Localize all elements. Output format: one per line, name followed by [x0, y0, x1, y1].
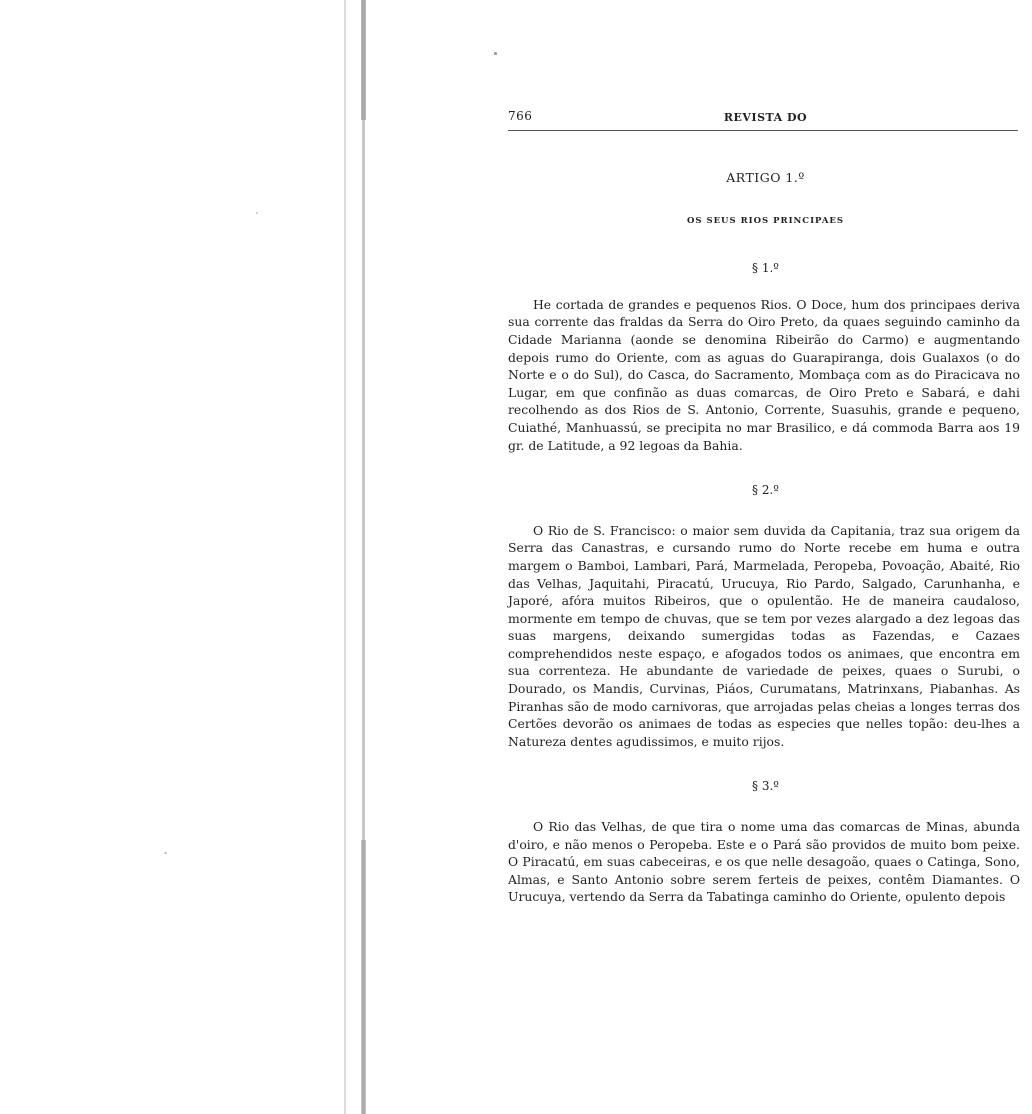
running-head — [508, 100, 1023, 124]
scan-speck — [494, 52, 497, 55]
article-subtitle: OS SEUS RIOS PRINCIPAES — [686, 215, 845, 226]
section-paragraph: He cortada de grandes e pequenos Rios. O Doce, hum dos principaes deriva sua corrente das fraldas da Serra do Oiro Preto, da quaes seguindo caminho da Cidade Marianna (aonde se denomina Ribeirão do Carmo) e augmentando depois rumo do Oriente, com as aguas do Guarapiranga, dois Gualaxos (o do Norte e o do Sul), do Casca, do Sacramento, Mombaça com as do Piracicava no Lugar, em que confinão as duas comarcas, de Oiro Preto e Sabará, e dahi recolhendo as dos Rios de S. Antonio, Corrente, Suasuhis, grande e pequeno, Cuiathé, Manhuassú, se precipita no mar Brasilico, e dá commoda Barra aos 19 gr. de Latitude, a 92 legoas da Bahia. — [508, 296, 1020, 453]
journal-title: REVISTA DO — [723, 111, 808, 124]
page-number: 766 — [508, 109, 533, 123]
scan-speck — [164, 852, 167, 854]
book-gutter-shadow — [340, 0, 380, 1114]
section-heading: § 1.º — [752, 261, 779, 276]
article-title: ARTIGO 1.º — [726, 170, 805, 185]
section-heading: § 2.º — [752, 483, 779, 498]
section-paragraph: O Rio de S. Francisco: o maior sem duvida da Capitania, traz sua origem da Serra das Canastras, e cursando rumo do Norte recebe em huma e outra margem o Bamboi, Lambari, Pará, Marmelada, Peropeba, Povoação, Abaité, Rio das Velhas, Jaquitahi, Piracatú, Urucuya, Rio Pardo, Salgado, Carunhanha, e Japoré, afóra muitos Ribeiros, que o opulentão. He de maneira caudaloso, mormente em tempo de chuvas, que se tem por vezes alargado a dez legoas das suas margens, deixando sumergidas todas as Fazendas, e Cazaes comprehendidos neste espaço, e afogados todos os animaes, que encontra em sua correnteza. He abundante de variedade de peixes, quaes o Surubi, o Dourado, os Mandis, Curvinas, Piáos, Curumatans, Matrinxans, Piabanhas. As Piranhas são de modo carnivoras, que arrojadas pelas cheias a longes terras dos Certões devorão os animaes de todas as especies que nelles topão: deu-lhes a Natureza dentes agudissimos, e muito rijos. — [508, 522, 1020, 749]
scan-speck — [256, 212, 258, 214]
section-heading: § 3.º — [752, 779, 779, 794]
header-rule — [508, 130, 1018, 131]
document-page — [508, 100, 1023, 1100]
section-paragraph: O Rio das Velhas, de que tira o nome uma das comarcas de Minas, abunda d'oiro, e não menos o Peropeba. Este e o Pará são providos de muito bom peixe. O Piracatú, em suas cabeceiras, e os que nelle desagoão, quaes o Catinga, Sono, Almas, e Santo Antonio sobre serem ferteis de peixes, contêm Diamantes. O Urucuya, vertendo da Serra da Tabatinga caminho do Oriente, opulento depois — [508, 819, 1020, 905]
